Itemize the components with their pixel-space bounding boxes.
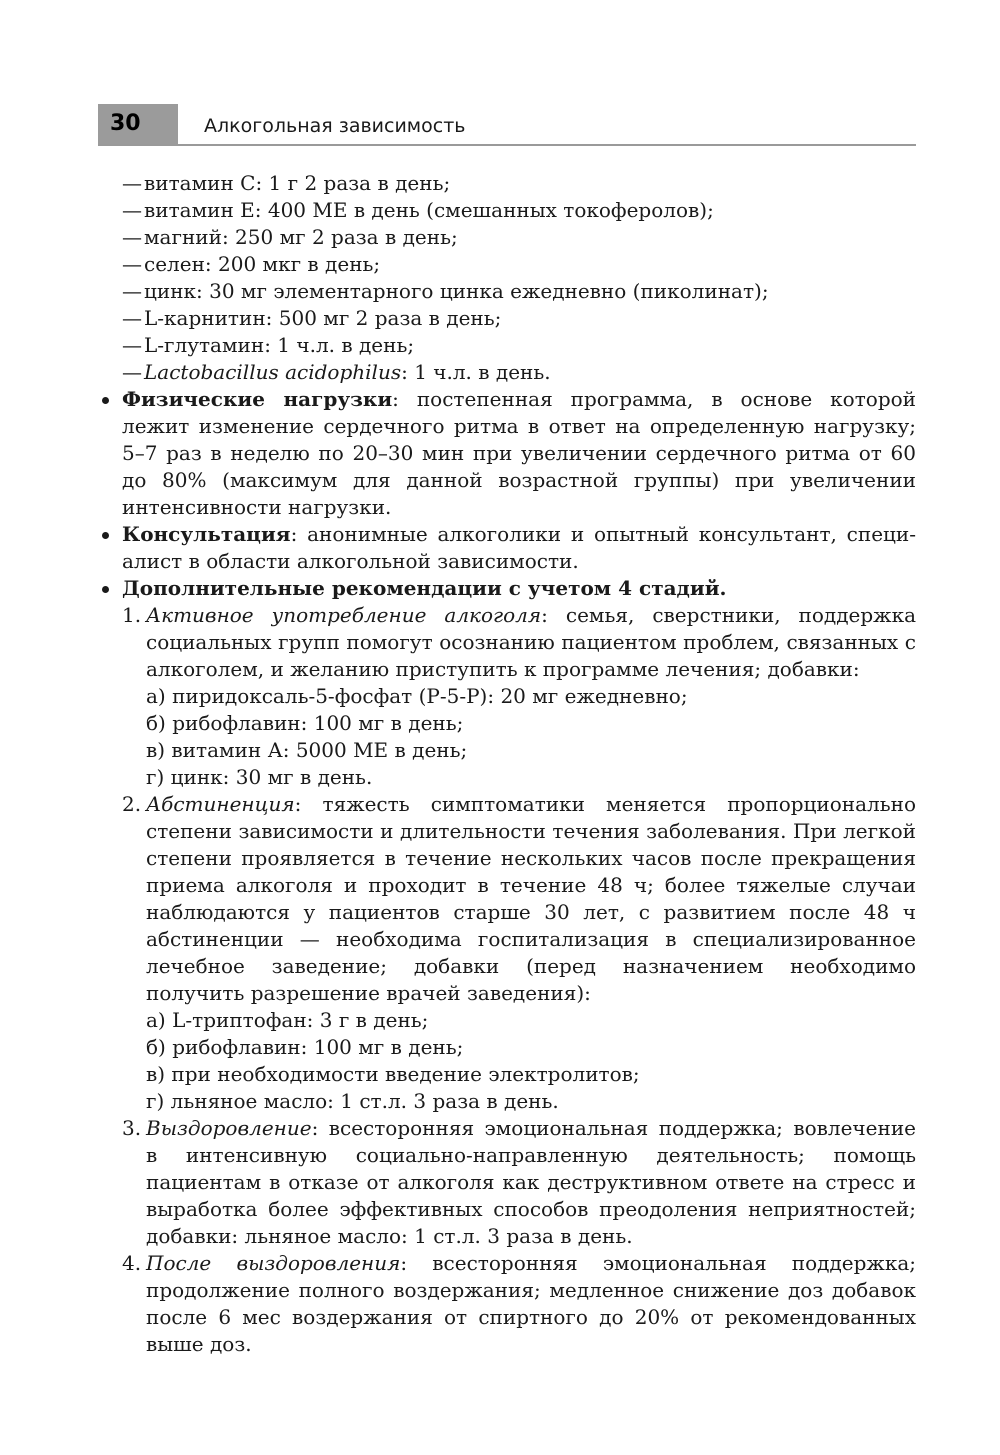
bullet-term: Физические нагрузки (122, 387, 393, 411)
bullet-icon (102, 532, 109, 539)
stage-term: Активное употребление алкоголя (146, 603, 542, 627)
list-item: — селен: 200 мкг в день; (122, 251, 916, 278)
bullet-item-consultation: Консультация: анонимные алкоголики и опытный консультант, специалист в области алкогольной зависимости. (100, 521, 916, 575)
list-item: — Lactobacillus acidophilus: 1 ч.л. в день. (122, 359, 916, 386)
bullet-icon (102, 586, 109, 593)
bullet-item-stages (100, 575, 916, 1358)
sub-item: в) витамин А: 5000 МЕ в день; (146, 738, 468, 762)
list-item: — L-карнитин: 500 мг 2 раза в день; (122, 305, 916, 332)
stage-item-4: 4. После выздоровления: всесторонняя эмоциональная поддержка; продолжение полного воздержания; медленное снижение доз добавок после 6 мес воздержания от спиртного до 20% от рекомендованных выше доз. (122, 1251, 916, 1356)
stage-term: Абстиненция (146, 792, 295, 816)
list-item: — L-глутамин: 1 ч.л. в день; (122, 332, 916, 359)
sub-list (146, 683, 916, 791)
stage-item-2: 2. Абстиненция: тяжесть симптоматики меняется пропорционально степени зависимости и длительности течения заболевания. При легкой степени проявляется в течение нескольких часов после прекращения приема алкоголя и проходит в течение 48 ч; более тяжелые случаи наблюдаются у пациентов старше 30 лет, с развитием после 48 ч абстиненции — необходима госпитализация в специализированное лечебное заведение; добавки (перед назначением необходимо получить разрешение врачей заведения): а) L-триптофан: 3 г в день; б) рибофлавин: 100 мг в день; в) при необходимости введение электролитов; г) льняное масло: 1 ст.л. 3 раза в день. (122, 792, 916, 1113)
bullet-item-exercise: Физические нагрузки: постепенная программа, в основе которой лежит изменение сердечного ритма в ответ на определенную нагрузку; 5–7 раз в неделю по 20–30 мин при увеличении сердечного ритма от 60 до 80% (максимум для данной возрастной группы) при увеличении интенсивности нагрузки. (100, 386, 916, 521)
sub-item: г) льняное масло: 1 ст.л. 3 раза в день. (146, 1089, 559, 1113)
list-item: — цинк: 30 мг элементарного цинка ежедневно (пиколинат); (122, 278, 916, 305)
bullet-term: Консультация (122, 522, 291, 546)
stage-item-3: 3. Выздоровление: всесторонняя эмоциональная поддержка; вовлечение в интенсивную социально-направленную деятельность; помощь пациентам в отказе от алкоголя как деструктивном ответе на стресс и выработка более эффективных способов преодоления неприятностей; добавки: льняное масло: 1 ст.л. 3 раза в день. (122, 1116, 916, 1248)
sub-item: б) рибофлавин: 100 мг в день; (146, 1035, 464, 1059)
page-header (98, 104, 916, 146)
bullet-icon (102, 397, 109, 404)
page-content (100, 170, 916, 1358)
running-title: Алкогольная зависимость (204, 115, 466, 137)
sub-list (146, 1007, 916, 1115)
recommendation-list (100, 386, 916, 1358)
sub-item: б) рибофлавин: 100 мг в день; (146, 711, 464, 735)
sub-item: а) L-триптофан: 3 г в день; (146, 1008, 429, 1032)
list-item: — магний: 250 мг 2 раза в день; (122, 224, 916, 251)
list-item: — витамин Е: 400 МЕ в день (смешанных токоферолов); (122, 197, 916, 224)
sub-item: в) при необходимости введение электролитов; (146, 1062, 640, 1086)
sub-item: г) цинк: 30 мг в день. (146, 765, 373, 789)
sub-item: а) пиридоксаль-5-фосфат (Р-5-Р): 20 мг ежедневно; (146, 684, 688, 708)
stage-term: Выздоровление (146, 1116, 312, 1140)
supplement-list (100, 170, 916, 386)
list-item: — витамин С: 1 г 2 раза в день; (122, 170, 916, 197)
stage-item-1: 1. Активное употребление алкоголя: семья, сверстники, поддержка социальных групп помогут осознанию пациентом проблем, связанных с алкоголем, и желанию приступить к программе лечения; добавки: а) пиридоксаль-5-фосфат (Р-5-Р): 20 мг ежедневно; б) рибофлавин: 100 мг в день; в) витамин А: 5000 МЕ в день; г) цинк: 30 мг в день. (122, 603, 916, 789)
stage-list (122, 602, 916, 1358)
page-number: 30 (98, 104, 178, 144)
bullet-term: Дополнительные рекомендации с учетом 4 стадий. (122, 576, 727, 600)
stage-term: После выздоровления (146, 1251, 401, 1275)
